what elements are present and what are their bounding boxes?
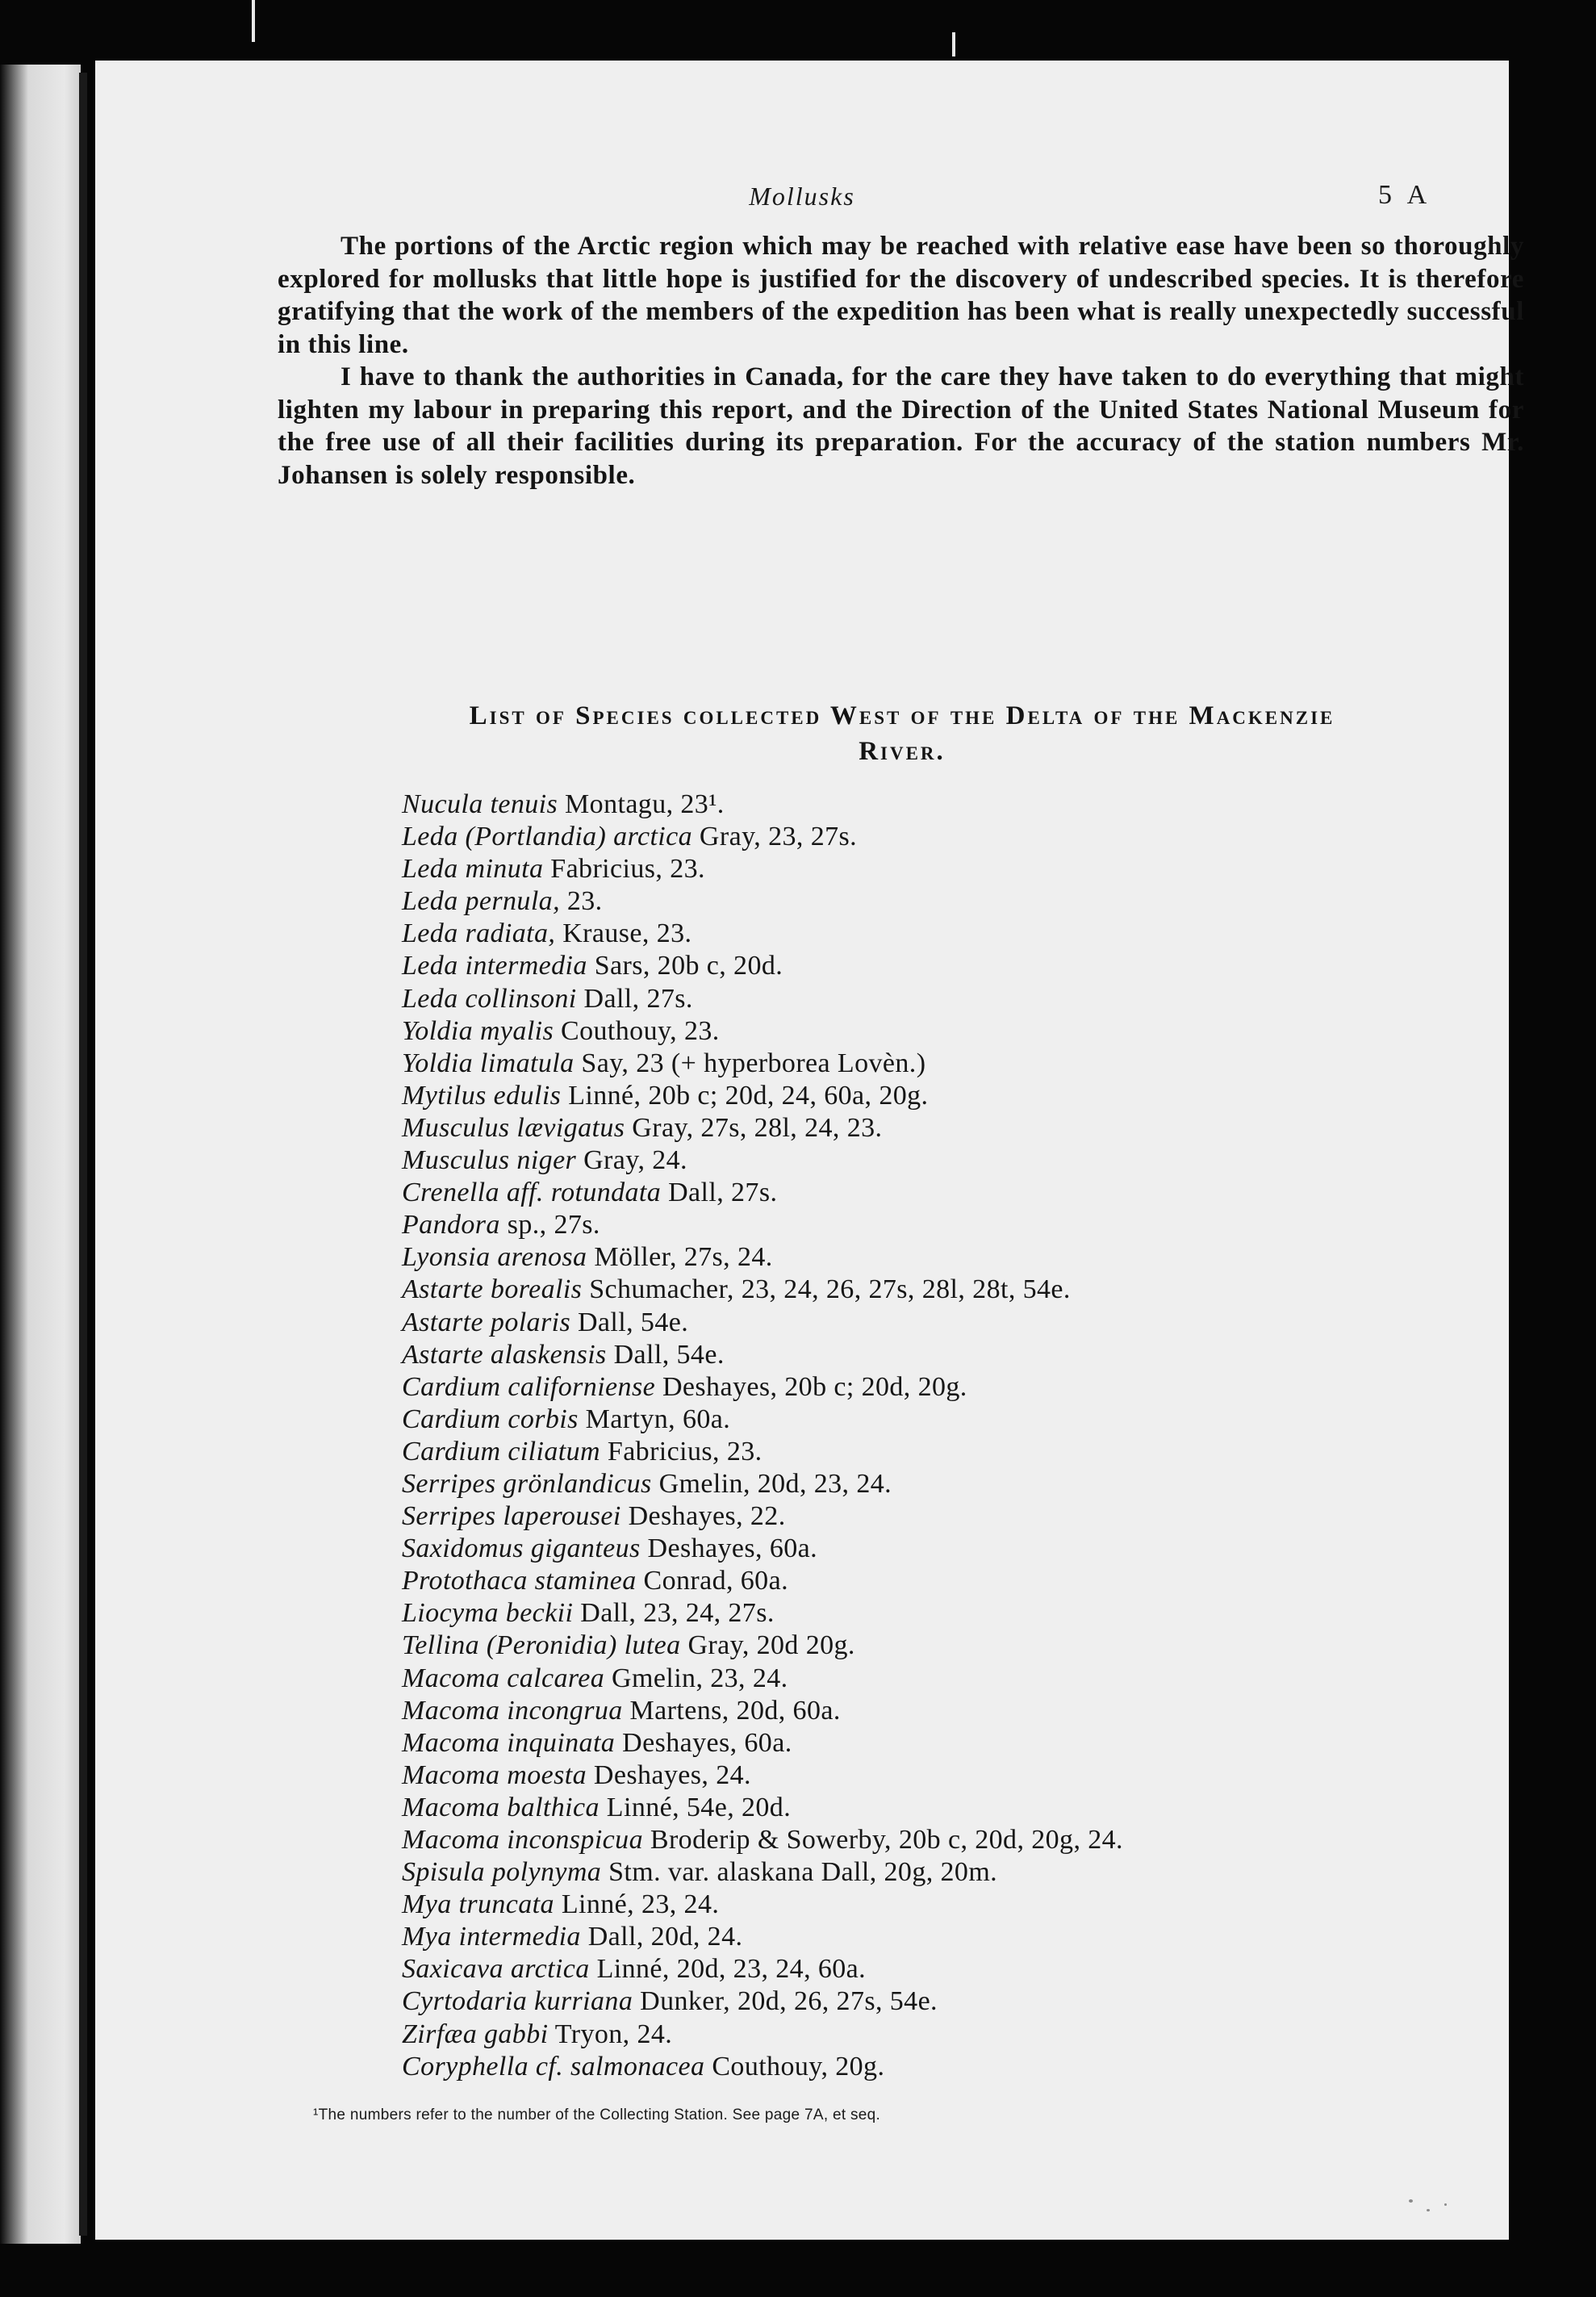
species-name: Macoma balthica (402, 1792, 600, 1822)
species-authority-stations: Deshayes, 60a. (640, 1533, 818, 1564)
species-authority-stations: Montagu, 23¹. (558, 789, 725, 819)
species-entry (402, 1371, 1491, 1404)
species-name: Serripes laperousei (402, 1501, 621, 1532)
species-name: Macoma calcarea (402, 1663, 605, 1693)
species-entry (402, 1985, 1491, 2018)
species-authority-stations: Dunker, 20d, 26, 27s, 54e. (633, 1986, 938, 2017)
scan-speck (1409, 2199, 1413, 2203)
species-entry (402, 1468, 1491, 1500)
species-authority-stations: Deshayes, 60a. (615, 1727, 792, 1758)
species-authority-stations: Tryon, 24. (548, 2019, 673, 2049)
species-authority-stations: Dall, 23, 24, 27s. (573, 1598, 775, 1629)
species-authority-stations: Gray, 24. (576, 1145, 687, 1176)
species-entry (402, 1597, 1491, 1630)
species-name: Musculus niger (402, 1145, 577, 1176)
species-entry (402, 1695, 1491, 1727)
species-name: Macoma moesta (402, 1759, 587, 1790)
species-name: Astarte polaris (402, 1307, 571, 1337)
species-authority-stations: Dall, 20d, 24. (580, 1922, 743, 1952)
species-entry (402, 1727, 1491, 1759)
species-entry (402, 1307, 1491, 1339)
species-entry (402, 1209, 1491, 1241)
intro-paragraph: The portions of the Arctic region which may be reached with relative ease have been so thoroughly explored for mollusks that little hope is justified for the discovery of undescribed species. It is therefore gratifying that the work of the members of the expedition has been what is really unexpectedly successful in this line. (278, 232, 1524, 359)
species-authority-stations: Dall, 54e. (570, 1307, 689, 1337)
intro-text (278, 230, 1524, 492)
species-authority-stations: Dall, 27s. (661, 1178, 778, 1208)
species-name: Leda minuta (402, 854, 544, 885)
species-name: Mya intermedia (402, 1922, 581, 1952)
species-authority-stations: Sars, 20b c, 20d. (587, 951, 783, 981)
heading-line: River. (859, 737, 946, 766)
species-entry (402, 1792, 1491, 1824)
species-name: Cardium ciliatum (402, 1436, 600, 1466)
species-entry (402, 885, 1491, 918)
page-gutter (79, 73, 87, 2236)
species-entry (402, 1759, 1491, 1792)
species-authority-stations: Martens, 20d, 60a. (622, 1695, 841, 1726)
film-edge-mark (252, 0, 255, 42)
species-authority-stations: Gray, 23, 27s. (692, 822, 858, 852)
species-name: Cyrtodaria kurriana (402, 1986, 633, 2017)
species-entry (402, 1500, 1491, 1533)
footnote: ¹The numbers refer to the number of the Collecting Station. See page 7A, et seq. (313, 2107, 881, 2123)
species-entry (402, 821, 1491, 853)
species-authority-stations: Gray, 27s, 28l, 24, 23. (625, 1112, 883, 1143)
species-name: Leda (Portlandia) arctica (402, 822, 693, 852)
species-authority-stations: Say, 23 (+ hyperborea Lovèn.) (574, 1048, 926, 1078)
document-page (95, 61, 1524, 2240)
scan-speck (1427, 2209, 1430, 2211)
heading-line: List of Species collected West of the Delta of the Mackenzie (469, 701, 1335, 730)
species-entry (402, 950, 1491, 982)
species-name: Musculus lævigatus (402, 1112, 625, 1143)
species-entry (402, 983, 1491, 1015)
species-name: Astarte alaskensis (402, 1339, 607, 1370)
page-number: 5 A (1378, 180, 1432, 210)
species-name: Tellina (Peronidia) lutea (402, 1630, 681, 1661)
species-name: Leda collinsoni (402, 983, 577, 1014)
intro-paragraph: I have to thank the authorities in Canada, for the care they have taken to do everything that might lighten my labour in preparing this report, and the Direction of the United States National Museum for the free use of all their facilities during its preparation. For the accuracy of the station numbers Mr. Johansen is solely responsible. (278, 362, 1524, 490)
species-authority-stations: Krause, 23. (555, 918, 692, 949)
species-authority-stations: Schumacher, 23, 24, 26, 27s, 28l, 28t, 54e. (582, 1274, 1071, 1305)
species-name: Nucula tenuis (402, 789, 558, 819)
species-entry (402, 1889, 1491, 1921)
species-name: Saxicava arctica (402, 1954, 590, 1985)
species-authority-stations: Gmelin, 23, 24. (604, 1663, 788, 1693)
species-authority-stations: Deshayes, 20b c; 20d, 20g. (655, 1371, 967, 1402)
running-head: Mollusks (749, 182, 855, 211)
species-entry (402, 2019, 1491, 2051)
species-name: Spisula polynyma (402, 1857, 602, 1888)
species-name: Zirfæa gabbi (402, 2019, 549, 2049)
species-entry (402, 789, 1491, 821)
species-authority-stations: Dall, 54e. (606, 1339, 725, 1370)
species-name: Cardium corbis (402, 1404, 579, 1434)
species-authority-stations: Dall, 27s. (576, 983, 693, 1014)
species-entry (402, 1824, 1491, 1856)
species-name: Protothaca staminea (402, 1566, 637, 1596)
species-authority-stations: Gmelin, 20d, 23, 24. (651, 1468, 892, 1499)
species-name: Macoma inquinata (402, 1727, 616, 1758)
species-name: Yoldia limatula (402, 1048, 574, 1078)
species-name: Macoma incongrua (402, 1695, 623, 1726)
species-name: Leda pernula, (402, 886, 560, 917)
species-name: Pandora (402, 1210, 500, 1241)
species-authority-stations: Deshayes, 22. (620, 1501, 786, 1532)
species-entry (402, 1953, 1491, 1985)
species-entry (402, 1177, 1491, 1209)
species-name: Saxidomus giganteus (402, 1533, 641, 1564)
species-authority-stations: Deshayes, 24. (587, 1759, 751, 1790)
species-authority-stations: Möller, 27s, 24. (587, 1242, 773, 1273)
species-name: Mytilus edulis (402, 1080, 562, 1111)
species-name: Leda intermedia (402, 951, 587, 981)
species-authority-stations: sp., 27s. (499, 1210, 600, 1241)
species-authority-stations: Linné, 54e, 20d. (599, 1792, 792, 1822)
species-entry (402, 1241, 1491, 1274)
species-authority-stations: Linné, 20b c; 20d, 24, 60a, 20g. (561, 1080, 929, 1111)
species-name: Astarte borealis (402, 1274, 583, 1305)
species-authority-stations: Fabricius, 23. (600, 1436, 762, 1466)
species-entry (402, 1274, 1491, 1306)
species-authority-stations: Fabricius, 23. (543, 854, 705, 885)
species-entry (402, 1533, 1491, 1565)
species-name: Leda radiata, (402, 918, 556, 949)
species-entry (402, 853, 1491, 885)
species-name: Macoma inconspicua (402, 1825, 643, 1855)
species-entry (402, 1144, 1491, 1177)
species-list (402, 789, 1491, 2083)
species-authority-stations: Martyn, 60a. (578, 1404, 731, 1434)
species-authority-stations: Linné, 23, 24. (554, 1889, 720, 1920)
species-authority-stations: Conrad, 60a. (636, 1566, 788, 1596)
species-name: Cardium californiense (402, 1371, 656, 1402)
film-edge-mark (952, 32, 955, 56)
species-authority-stations: Couthouy, 23. (554, 1015, 720, 1046)
species-entry (402, 1630, 1491, 1662)
species-name: Yoldia myalis (402, 1015, 554, 1046)
scan-speck (1444, 2203, 1447, 2206)
species-authority-stations: Broderip & Sowerby, 20b c, 20d, 20g, 24. (642, 1825, 1123, 1855)
species-entry (402, 1663, 1491, 1695)
species-entry (402, 918, 1491, 950)
species-name: Liocyma beckii (402, 1598, 574, 1629)
species-name: Crenella aff. rotundata (402, 1178, 662, 1208)
species-name: Mya truncata (402, 1889, 554, 1920)
species-entry (402, 1921, 1491, 1953)
species-entry (402, 1339, 1491, 1371)
species-entry (402, 1436, 1491, 1468)
species-entry (402, 1112, 1491, 1144)
species-name: Lyonsia arenosa (402, 1242, 587, 1273)
previous-page-edge (0, 65, 81, 2244)
species-entry (402, 1080, 1491, 1112)
species-authority-stations: Stm. var. alaskana Dall, 20g, 20m. (601, 1857, 998, 1888)
species-authority-stations: Gray, 20d 20g. (680, 1630, 855, 1661)
species-entry (402, 2051, 1491, 2083)
species-entry (402, 1856, 1491, 1889)
species-name: Coryphella cf. salmonacea (402, 2051, 705, 2082)
species-entry (402, 1048, 1491, 1080)
species-entry (402, 1404, 1491, 1436)
species-list-heading (337, 698, 1467, 769)
species-name: Serripes grönlandicus (402, 1468, 652, 1499)
species-authority-stations: 23. (559, 886, 603, 917)
species-authority-stations: Couthouy, 20g. (704, 2051, 885, 2082)
species-authority-stations: Linné, 20d, 23, 24, 60a. (589, 1954, 867, 1985)
species-entry (402, 1565, 1491, 1597)
species-entry (402, 1015, 1491, 1048)
